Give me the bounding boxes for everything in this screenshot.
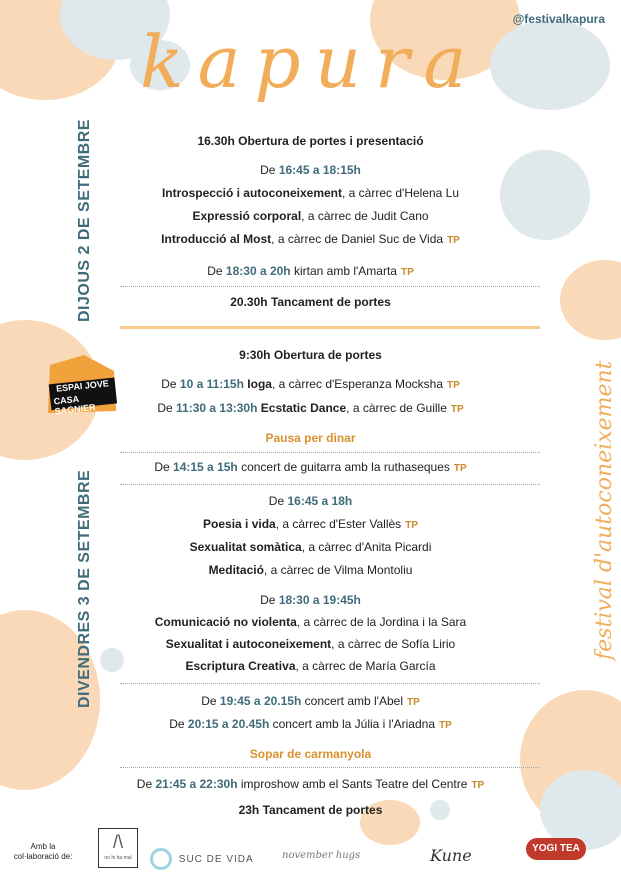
festival-subtitle: festival d'autoconeixement (592, 360, 617, 660)
logo-kune: Kune (430, 846, 472, 865)
day2-ecstatic: De 11:30 a 13:30h Ecstatic Dance, a càrrec de Guille TP (157, 401, 464, 415)
brand-title: kapura (140, 20, 481, 104)
day2-julia: De 20:15 a 20.45h concert amb la Júlia i l'Ariadna TP (169, 717, 452, 731)
logo-no-hi-ha-mal: /\ no hi ha mal (98, 828, 138, 868)
logo-november-hugs: november hugs (282, 850, 361, 861)
day1-activity-1: Introspecció i autoconeixement, a càrrec d'Helena Lu (161, 186, 460, 200)
divider (120, 452, 540, 453)
instagram-handle: @festivalkapura (512, 12, 605, 26)
day1-opening: 16.30h Obertura de portes i presentació (197, 134, 424, 148)
divider (120, 683, 540, 684)
divider (120, 484, 540, 485)
day2-meditacio: Meditació, a càrrec de Vilma Montoliu (208, 563, 413, 577)
day1-activity-2: Expressió corporal, a càrrec de Judit Cano (192, 209, 429, 223)
day2-poesia: Poesia i vida, a càrrec d'Ester Vallès TP (203, 517, 418, 531)
divider (120, 286, 540, 287)
logo-yogi-tea: YOGI TEA (526, 838, 586, 860)
logo-suc-de-vida: SUC DE VIDA (150, 848, 254, 870)
day2-impro: De 21:45 a 22:30h improshow amb el Sants Teatre del Centre TP (136, 777, 485, 791)
day1-activity-3: Introducció al Most, a càrrec de Daniel Suc de Vida TP (161, 232, 460, 246)
suc-de-vida-icon (150, 848, 172, 870)
day-separator (120, 326, 540, 329)
day2-dinner: Sopar de carmanyola (249, 747, 372, 761)
day1-title: DIJOUS 2 DE SETEMBRE (76, 119, 93, 322)
day2-opening: 9:30h Obertura de portes (239, 348, 382, 362)
day2-ioga: De 10 a 11:15h Ioga, a càrrec d'Esperanza Mocksha TP (161, 377, 460, 391)
day2-comunicacio: Comunicació no violenta, a càrrec de la Jordina i la Sara (154, 615, 467, 629)
day2-escriptura: Escriptura Creativa, a càrrec de María García (185, 659, 436, 673)
day2-guitar: De 14:15 a 15h concert de guitarra amb la ruthaseques TP (154, 460, 467, 474)
collaboration-label: Amb la col·laboració de: (13, 842, 73, 861)
day2-abel: De 19:45 a 20.15h concert amb l'Abel TP (201, 694, 420, 708)
espai-line1: ESPAI JOVE (55, 378, 110, 394)
divider (120, 767, 540, 768)
day2-title: DIVENDRES 3 DE SETEMBRE (76, 469, 93, 708)
day2-block3-time: De 18:30 a 19:45h (260, 593, 361, 607)
espai-line2: CASA SAGNIER (53, 393, 97, 417)
day2-closing: 23h Tancament de portes (238, 803, 383, 817)
day2-sexualitat: Sexualitat i autoconeixement, a càrrec de Sofía Lirio (165, 637, 456, 651)
day1-block1-time: De 16:45 a 18:15h (260, 163, 361, 177)
day2-block2-time: De 16:45 a 18h (268, 494, 353, 508)
day1-kirtan: De 18:30 a 20h kirtan amb l'Amarta TP (207, 264, 414, 278)
day2-lunch: Pausa per dinar (265, 431, 356, 445)
decor-blob (490, 20, 610, 110)
day1-closing: 20.30h Tancament de portes (230, 295, 391, 309)
day2-somatica: Sexualitat somàtica, a càrrec d'Anita Picardi (189, 540, 432, 554)
